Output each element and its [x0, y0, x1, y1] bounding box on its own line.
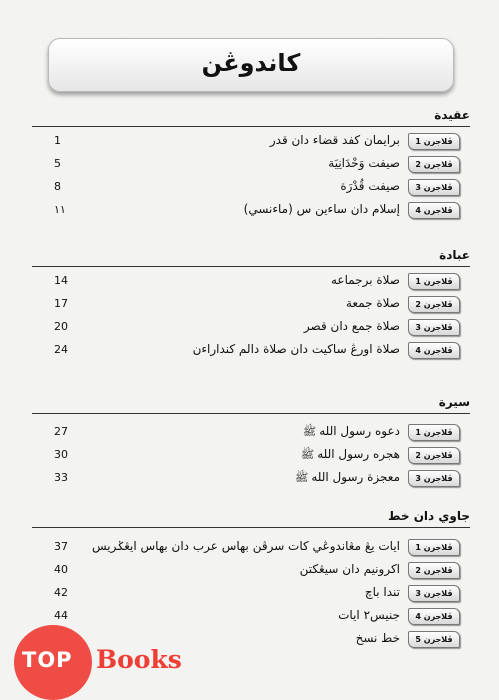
entry-title-wrap [356, 630, 400, 647]
chapter-number: 1 [415, 543, 421, 552]
toc-entry [32, 292, 470, 315]
chapter-number: 1 [415, 277, 421, 286]
section-sirah [32, 393, 470, 489]
entry-title: ايات يڠ مڠاندوڠي كات سرڤن بهاس عرب دان بهاس ايڠݢريس [91, 539, 400, 553]
section-rows [32, 414, 470, 489]
chapter-number: 1 [415, 137, 421, 146]
watermark-top-text: TOP [22, 648, 73, 672]
page-number: 20 [54, 320, 68, 333]
entry-title-wrap [295, 469, 400, 486]
chapter-label: ڤلاجرن [423, 589, 453, 598]
chapter-badge [408, 202, 460, 219]
section-rows [32, 127, 470, 221]
section-heading: جاوي دان خط [32, 507, 470, 528]
chapter-label: ڤلاجرن [423, 323, 453, 332]
toc-entry [32, 152, 470, 175]
page-number: 44 [54, 609, 68, 622]
entry-title-wrap [193, 341, 400, 358]
salawat-ligature: ﷺ [295, 471, 309, 484]
entry-title-wrap [331, 272, 400, 289]
section-jawi-khat [32, 507, 470, 650]
toc-entry [32, 581, 470, 604]
entry-title-wrap [303, 423, 400, 440]
chapter-number: 4 [415, 206, 421, 215]
section-heading: سيرة [32, 393, 470, 414]
chapter-badge [408, 447, 460, 464]
toc-entry [32, 443, 470, 466]
page-number: 30 [54, 448, 68, 461]
chapter-label: ڤلاجرن [423, 160, 453, 169]
entry-title: جنيس٢ ايات [338, 608, 400, 622]
entry-title-wrap [92, 538, 400, 555]
chapter-number: 2 [415, 160, 421, 169]
chapter-badge [408, 608, 460, 625]
entry-title-wrap [300, 561, 400, 578]
chapter-number: 4 [415, 346, 421, 355]
chapter-number: 4 [415, 612, 421, 621]
toc-entry [32, 420, 470, 443]
chapter-badge [408, 179, 460, 196]
page-number: 24 [54, 343, 68, 356]
entry-title: صلاة برجماعه [330, 273, 400, 287]
entry-title-wrap [328, 155, 400, 172]
chapter-number: 2 [415, 451, 421, 460]
section-aqidah [32, 106, 470, 221]
page-number: 40 [54, 563, 68, 576]
toc-entry [32, 175, 470, 198]
chapter-number: 3 [415, 589, 421, 598]
page-number: 8 [54, 180, 61, 193]
toc-entry [32, 604, 470, 627]
page-number: 42 [54, 586, 68, 599]
page-number: 33 [54, 471, 68, 484]
chapter-label: ڤلاجرن [423, 428, 453, 437]
title-banner [48, 38, 454, 92]
chapter-label: ڤلاجرن [423, 474, 453, 483]
entry-title: تندا باچ [364, 585, 400, 599]
page-number: 17 [54, 297, 68, 310]
chapter-label: ڤلاجرن [423, 635, 453, 644]
page-number: 37 [54, 540, 68, 553]
salawat-ligature: ﷺ [302, 425, 317, 438]
entry-title: صيفت قُدْرَة [340, 179, 400, 193]
salawat-ligature: ﷺ [300, 448, 315, 461]
toc-entry [32, 558, 470, 581]
chapter-label: ڤلاجرن [423, 277, 453, 286]
page-number: 1 [54, 134, 61, 147]
section-rows [32, 528, 470, 650]
toc-entry [32, 129, 470, 152]
entry-title-wrap [301, 446, 400, 463]
chapter-badge [408, 424, 460, 441]
chapter-label: ڤلاجرن [423, 137, 453, 146]
chapter-number: 3 [415, 323, 421, 332]
section-rows [32, 267, 470, 361]
chapter-badge [408, 562, 460, 579]
chapter-number: 2 [415, 566, 421, 575]
chapter-label: ڤلاجرن [423, 566, 453, 575]
chapter-badge [408, 133, 460, 150]
watermark-books-text: Books [96, 645, 182, 674]
chapter-badge [408, 273, 460, 290]
toc-entry [32, 466, 470, 489]
entry-title: برايمان كفد قضاء دان قدر [269, 133, 400, 147]
toc-entry [32, 198, 470, 221]
chapter-number: 3 [415, 183, 421, 192]
page-number: 5 [54, 157, 61, 170]
chapter-badge [408, 342, 460, 359]
chapter-badge [408, 296, 460, 313]
chapter-badge [408, 585, 460, 602]
chapter-label: ڤلاجرن [423, 300, 453, 309]
section-ibadah [32, 246, 470, 361]
entry-title: صلاة اورڠ ساكيت دان صلاة دالم كنداراءن [192, 342, 400, 356]
entry-title-wrap [365, 584, 400, 601]
toc-entry [32, 338, 470, 361]
entry-title-wrap [244, 201, 400, 218]
entry-title: إسلام دان ساءين س (ماءنسي) [243, 202, 400, 216]
chapter-badge [408, 539, 460, 556]
chapter-badge [408, 319, 460, 336]
toc-entry [32, 269, 470, 292]
entry-title: دعوه رسول الله [319, 424, 400, 438]
entry-title: معجزة رسول الله [311, 470, 400, 484]
page-number: ١١ [54, 203, 66, 216]
entry-title-wrap [346, 295, 400, 312]
entry-title: صلاة جمع دان قصر [303, 319, 400, 333]
chapter-label: ڤلاجرن [423, 612, 453, 621]
toc-entry [32, 535, 470, 558]
section-heading: عبادة [32, 246, 470, 267]
entry-title-wrap [304, 318, 400, 335]
chapter-label: ڤلاجرن [423, 183, 453, 192]
entry-title-wrap [270, 132, 400, 149]
section-heading: عقيدة [32, 106, 470, 127]
entry-title: صيفت وَحْدَانِيَة [328, 156, 400, 170]
chapter-number: 2 [415, 300, 421, 309]
entry-title-wrap [338, 607, 400, 624]
page-number: 14 [54, 274, 68, 287]
chapter-label: ڤلاجرن [423, 451, 453, 460]
toc-entry [32, 315, 470, 338]
chapter-badge [408, 631, 460, 648]
chapter-badge [408, 156, 460, 173]
page-title: كاندوڠن [201, 49, 301, 77]
entry-title: اكرونيم دان سيڠكتن [299, 562, 400, 576]
chapter-badge [408, 470, 460, 487]
entry-title-wrap [340, 178, 400, 195]
chapter-number: 3 [415, 474, 421, 483]
page-number: 27 [54, 425, 68, 438]
entry-title: خط نسخ [355, 631, 400, 645]
chapter-label: ڤلاجرن [423, 346, 453, 355]
chapter-label: ڤلاجرن [423, 543, 453, 552]
entry-title: صلاة جمعة [345, 296, 400, 310]
chapter-label: ڤلاجرن [423, 206, 453, 215]
chapter-number: 5 [415, 635, 421, 644]
chapter-number: 1 [415, 428, 421, 437]
entry-title: هجره رسول الله [317, 447, 400, 461]
